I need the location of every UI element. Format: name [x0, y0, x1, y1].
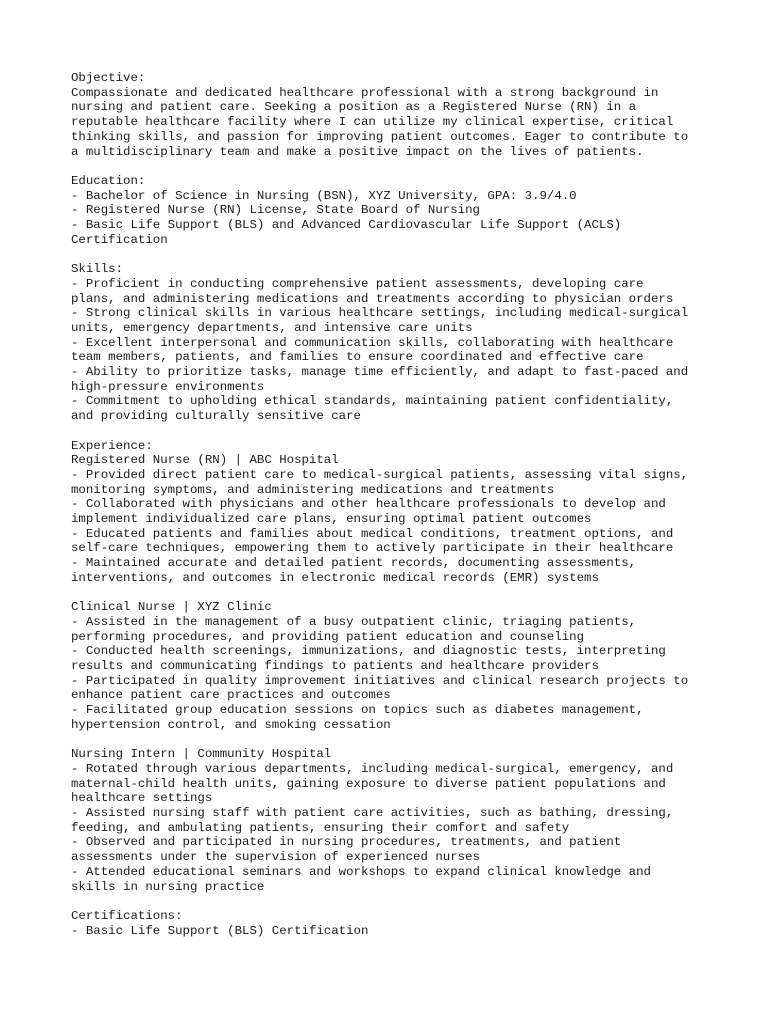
text-line: results and communicating findings to patients and healthcare providers [71, 659, 599, 674]
text-line: skills in nursing practice [71, 879, 265, 894]
text-line: - Registered Nurse (RN) License, State Board of Nursing [71, 203, 480, 218]
text-line: - Participated in quality improvement initiatives and clinical research projects to [71, 673, 689, 688]
experience-section-job3 [71, 747, 751, 894]
text-line: enhance patient care practices and outcomes [71, 688, 391, 703]
text-line: Compassionate and dedicated healthcare professional with a strong background in [71, 85, 659, 100]
text-line: a multidisciplinary team and make a positive impact on the lives of patients. [71, 144, 644, 159]
experience-section-job2 [71, 600, 751, 732]
text-line: maternal-child health units, gaining exposure to diverse patient populations and [71, 776, 666, 791]
text-line: - Commitment to upholding ethical standards, maintaining patient confidentiality, [71, 394, 674, 409]
text-line: - Rotated through various departments, including medical-surgical, emergency, and [71, 761, 674, 776]
section-heading: Experience: [71, 438, 153, 453]
text-line: - Ability to prioritize tasks, manage time efficiently, and adapt to fast-paced and [71, 365, 689, 380]
text-line: and providing culturally sensitive care [71, 409, 361, 424]
section-heading: Skills: [71, 262, 124, 277]
text-line: - Proficient in conducting comprehensive patient assessments, developing care [71, 276, 644, 291]
experience-section-job1 [71, 439, 751, 586]
text-line: - Assisted in the management of a busy outpatient clinic, triaging patients, [71, 614, 637, 629]
text-line: - Maintained accurate and detailed patient records, documenting assessments, [71, 556, 637, 571]
text-line: - Bachelor of Science in Nursing (BSN), XYZ University, GPA: 3.9/4.0 [71, 188, 577, 203]
text-line: Certification [71, 232, 168, 247]
text-line: self-care techniques, empowering them to actively participate in their healthcare [71, 541, 674, 556]
text-line: performing procedures, and providing patient education and counseling [71, 629, 585, 644]
text-line: - Observed and participated in nursing procedures, treatments, and patient [71, 835, 622, 850]
section-heading: Education: [71, 173, 146, 188]
text-line: assessments under the supervision of experienced nurses [71, 850, 480, 865]
text-line: implement individualized care plans, ensuring optimal patient outcomes [71, 512, 592, 527]
text-line: - Basic Life Support (BLS) and Advanced Cardiovascular Life Support (ACLS) [71, 218, 622, 233]
text-line: interventions, and outcomes in electronic medical records (EMR) systems [71, 570, 599, 585]
text-line: - Conducted health screenings, immunizations, and diagnostic tests, interpreting [71, 644, 666, 659]
text-line: nursing and patient care. Seeking a position as a Registered Nurse (RN) in a [71, 100, 637, 115]
text-line: high-pressure environments [71, 379, 265, 394]
education-section [71, 174, 751, 248]
text-line: healthcare settings [71, 791, 213, 806]
text-line: hypertension control, and smoking cessation [71, 717, 391, 732]
text-line: monitoring symptoms, and administering medications and treatments [71, 482, 555, 497]
certifications-section [71, 909, 751, 938]
job-title: Registered Nurse (RN) | ABC Hospital [71, 453, 339, 468]
text-line: units, emergency departments, and intensive care units [71, 320, 473, 335]
text-line: - Facilitated group education sessions on topics such as diabetes management, [71, 703, 644, 718]
text-line: reputable healthcare facility where I can utilize my clinical expertise, critical [71, 115, 674, 130]
job-title: Nursing Intern | Community Hospital [71, 747, 332, 762]
resume-document [71, 71, 751, 953]
objective-section [71, 71, 751, 159]
text-line: plans, and administering medications and treatments according to physician orders [71, 291, 674, 306]
text-line: - Assisted nursing staff with patient care activities, such as bathing, dressing, [71, 806, 674, 821]
text-line: - Attended educational seminars and workshops to expand clinical knowledge and [71, 864, 651, 879]
text-line: thinking skills, and passion for improving patient outcomes. Eager to contribute to [71, 129, 689, 144]
text-line: - Strong clinical skills in various healthcare settings, including medical-surgical [71, 306, 689, 321]
skills-section [71, 262, 751, 424]
section-heading: Certifications: [71, 908, 183, 923]
text-line: - Excellent interpersonal and communication skills, collaborating with healthcare [71, 335, 674, 350]
section-heading: Objective: [71, 71, 146, 85]
text-line: feeding, and ambulating patients, ensuring their comfort and safety [71, 820, 570, 835]
text-line: - Collaborated with physicians and other healthcare professionals to develop and [71, 497, 666, 512]
job-title: Clinical Nurse | XYZ Clinic [71, 600, 272, 615]
text-line: - Basic Life Support (BLS) Certification [71, 923, 369, 938]
text-line: team members, patients, and families to ensure coordinated and effective care [71, 350, 644, 365]
text-line: - Provided direct patient care to medical-surgical patients, assessing vital signs, [71, 467, 689, 482]
text-line: - Educated patients and families about medical conditions, treatment options, and [71, 526, 674, 541]
